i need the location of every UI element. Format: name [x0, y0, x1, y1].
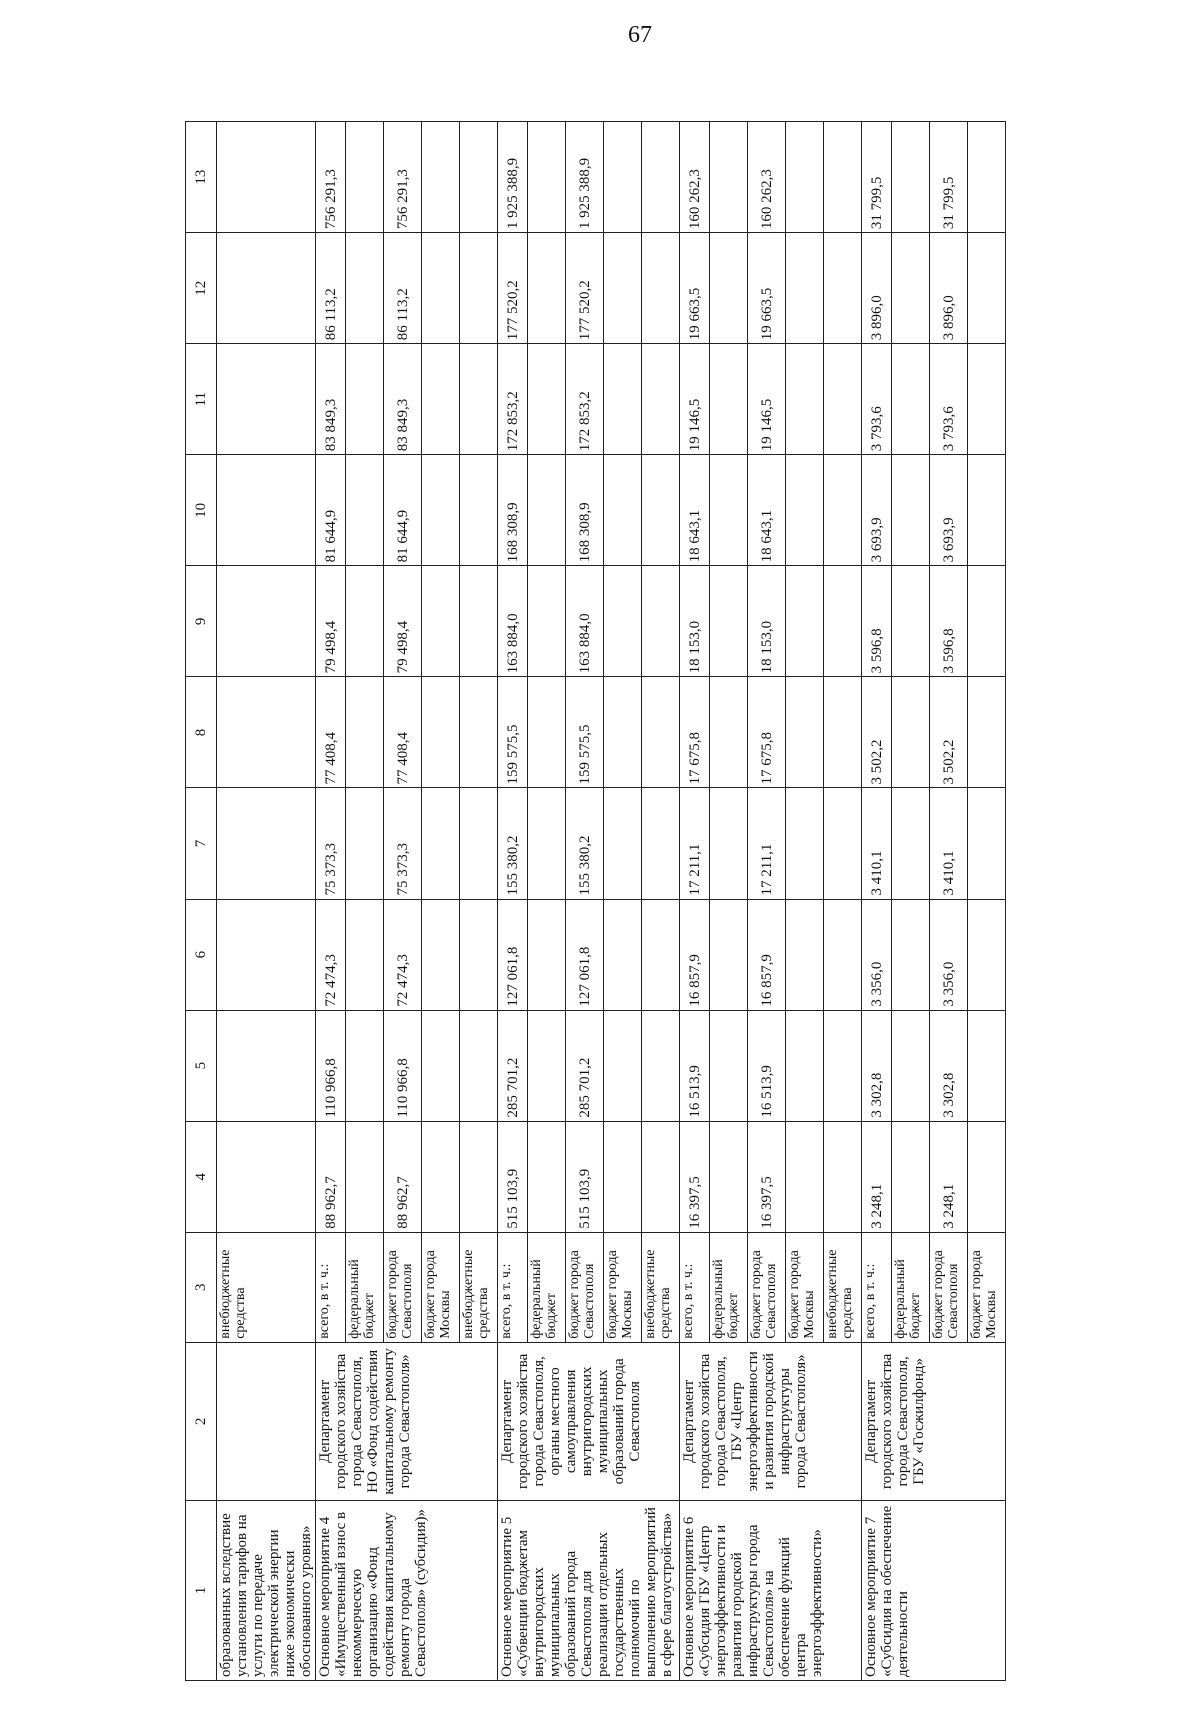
value-cell	[604, 455, 642, 566]
value-cell	[710, 566, 748, 677]
value-cell	[528, 1010, 566, 1121]
value-cell	[346, 233, 384, 344]
value-cell: 1 925 388,9	[498, 122, 528, 233]
value-cell: 3 356,0	[862, 899, 892, 1010]
value-cell	[968, 566, 1006, 677]
value-cell: 16 857,9	[680, 899, 710, 1010]
value-cell: 3 356,0	[930, 899, 968, 1010]
value-cell	[346, 122, 384, 233]
value-cell: 756 291,3	[384, 122, 422, 233]
value-cell	[528, 122, 566, 233]
funding-source-cell: всего, в т. ч.:	[680, 1232, 710, 1342]
value-cell: 515 103,9	[566, 1121, 604, 1232]
header-cell: 5	[186, 1010, 217, 1121]
value-cell	[346, 788, 384, 899]
header-cell: 12	[186, 233, 217, 344]
value-cell	[710, 233, 748, 344]
table-row	[316, 122, 346, 1681]
value-cell	[786, 1010, 824, 1121]
value-cell: 159 575,5	[498, 677, 528, 788]
value-cell	[786, 677, 824, 788]
funding-source-cell: всего, в т. ч.:	[498, 1232, 528, 1342]
value-cell	[217, 1121, 316, 1232]
value-cell: 72 474,3	[316, 899, 346, 1010]
value-cell: 3 693,9	[862, 455, 892, 566]
funding-source-cell: федеральный бюджет	[528, 1232, 566, 1342]
value-cell: 172 853,2	[566, 344, 604, 455]
value-cell: 756 291,3	[316, 122, 346, 233]
value-cell: 285 701,2	[566, 1010, 604, 1121]
funding-source-cell: внебюджетные средства	[217, 1232, 316, 1342]
value-cell	[786, 344, 824, 455]
header-cell: 6	[186, 899, 217, 1010]
value-cell	[422, 233, 460, 344]
value-cell	[528, 455, 566, 566]
value-cell	[422, 677, 460, 788]
value-cell	[604, 344, 642, 455]
value-cell	[217, 1010, 316, 1121]
value-cell: 155 380,2	[566, 788, 604, 899]
value-cell	[824, 1121, 862, 1232]
value-cell	[968, 233, 1006, 344]
funding-source-cell: внебюджетные средства	[460, 1232, 498, 1342]
value-cell	[786, 788, 824, 899]
funding-source-cell: бюджет города Москвы	[786, 1232, 824, 1342]
value-cell	[968, 677, 1006, 788]
value-cell	[422, 1121, 460, 1232]
value-cell: 3 502,2	[930, 677, 968, 788]
value-cell	[892, 1010, 930, 1121]
value-cell: 18 153,0	[748, 566, 786, 677]
value-cell: 3 302,8	[862, 1010, 892, 1121]
value-cell: 18 643,1	[680, 455, 710, 566]
value-cell	[422, 788, 460, 899]
value-cell	[968, 344, 1006, 455]
value-cell	[217, 788, 316, 899]
value-cell	[824, 899, 862, 1010]
value-cell	[217, 677, 316, 788]
value-cell	[824, 122, 862, 233]
funding-source-cell: всего, в т. ч.:	[316, 1232, 346, 1342]
value-cell	[422, 122, 460, 233]
value-cell: 110 966,8	[316, 1010, 346, 1121]
value-cell: 3 596,8	[862, 566, 892, 677]
value-cell	[528, 344, 566, 455]
value-cell	[786, 566, 824, 677]
value-cell	[824, 233, 862, 344]
value-cell	[528, 788, 566, 899]
value-cell: 16 397,5	[680, 1121, 710, 1232]
header-cell: 10	[186, 455, 217, 566]
value-cell	[786, 1121, 824, 1232]
value-cell	[528, 899, 566, 1010]
header-cell: 2	[186, 1342, 217, 1500]
value-cell	[460, 899, 498, 1010]
value-cell: 19 146,5	[680, 344, 710, 455]
value-cell	[786, 233, 824, 344]
value-cell: 163 884,0	[566, 566, 604, 677]
value-cell: 77 408,4	[384, 677, 422, 788]
value-cell	[892, 455, 930, 566]
funding-source-cell: федеральный бюджет	[346, 1232, 384, 1342]
value-cell	[892, 899, 930, 1010]
value-cell	[642, 455, 680, 566]
value-cell	[968, 1121, 1006, 1232]
value-cell: 75 373,3	[316, 788, 346, 899]
value-cell: 17 675,8	[680, 677, 710, 788]
funding-source-cell: бюджет города Москвы	[968, 1232, 1006, 1342]
value-cell	[824, 788, 862, 899]
value-cell: 18 643,1	[748, 455, 786, 566]
value-cell	[710, 899, 748, 1010]
rotated-table-wrapper	[185, 121, 1065, 1681]
value-cell	[642, 1121, 680, 1232]
value-cell	[892, 122, 930, 233]
value-cell: 88 962,7	[384, 1121, 422, 1232]
value-cell: 17 211,1	[680, 788, 710, 899]
value-cell	[346, 1121, 384, 1232]
value-cell	[217, 455, 316, 566]
value-cell	[604, 1010, 642, 1121]
value-cell	[710, 788, 748, 899]
funding-source-cell: федеральный бюджет	[892, 1232, 930, 1342]
budget-table	[185, 121, 1006, 1681]
value-cell	[604, 899, 642, 1010]
value-cell: 3 596,8	[930, 566, 968, 677]
executor-cell: Департамент городского хозяйства города Севастополя, НО «Фонд содействия капитальному ремонту города Севастополя»	[316, 1342, 498, 1500]
value-cell: 177 520,2	[566, 233, 604, 344]
value-cell: 79 498,4	[384, 566, 422, 677]
funding-source-cell: бюджет города Москвы	[604, 1232, 642, 1342]
value-cell	[892, 344, 930, 455]
table-row	[680, 122, 710, 1681]
header-cell: 1	[186, 1500, 217, 1680]
value-cell: 168 308,9	[498, 455, 528, 566]
value-cell: 77 408,4	[316, 677, 346, 788]
value-cell	[346, 455, 384, 566]
funding-source-cell: бюджет города Севастополя	[566, 1232, 604, 1342]
header-cell: 11	[186, 344, 217, 455]
value-cell: 127 061,8	[566, 899, 604, 1010]
value-cell	[710, 122, 748, 233]
value-cell	[346, 677, 384, 788]
value-cell: 3 793,6	[930, 344, 968, 455]
value-cell	[460, 566, 498, 677]
value-cell	[422, 455, 460, 566]
value-cell	[528, 566, 566, 677]
value-cell: 160 262,3	[748, 122, 786, 233]
value-cell: 160 262,3	[680, 122, 710, 233]
value-cell	[968, 1010, 1006, 1121]
header-cell: 4	[186, 1121, 217, 1232]
executor-cell: Департамент городского хозяйства города Севастополя, ГБУ «Госжилфонд»	[862, 1342, 1006, 1500]
value-cell	[642, 122, 680, 233]
value-cell	[824, 677, 862, 788]
value-cell: 18 153,0	[680, 566, 710, 677]
funding-source-cell: бюджет города Севастополя	[930, 1232, 968, 1342]
activity-name-cell: Основное мероприятие 6 «Субсидия ГБУ «Центр энергоэффективности и развития городской инфраструктуры города Севастополя» на обеспечение функций центра энергоэффективности»	[680, 1500, 862, 1680]
value-cell	[642, 677, 680, 788]
value-cell: 72 474,3	[384, 899, 422, 1010]
value-cell	[346, 1010, 384, 1121]
value-cell	[710, 455, 748, 566]
value-cell	[460, 344, 498, 455]
value-cell: 19 663,5	[680, 233, 710, 344]
executor-cell	[217, 1342, 316, 1500]
value-cell	[604, 566, 642, 677]
value-cell	[460, 788, 498, 899]
value-cell: 3 502,2	[862, 677, 892, 788]
value-cell: 81 644,9	[384, 455, 422, 566]
table-body	[186, 122, 1006, 1681]
value-cell	[642, 1010, 680, 1121]
value-cell	[460, 455, 498, 566]
value-cell	[892, 788, 930, 899]
value-cell: 86 113,2	[384, 233, 422, 344]
header-cell: 3	[186, 1232, 217, 1342]
activity-name-cell: Основное мероприятие 4 «Имущественный взнос в некоммерческую организацию «Фонд содействия капитальному ремонту города Севастополя» (субсидия)»	[316, 1500, 498, 1680]
value-cell: 159 575,5	[566, 677, 604, 788]
value-cell: 17 211,1	[748, 788, 786, 899]
funding-source-cell: бюджет города Москвы	[422, 1232, 460, 1342]
header-cell: 13	[186, 122, 217, 233]
value-cell	[824, 455, 862, 566]
value-cell: 155 380,2	[498, 788, 528, 899]
value-cell	[824, 1010, 862, 1121]
value-cell	[968, 899, 1006, 1010]
value-cell	[422, 344, 460, 455]
value-cell	[528, 1121, 566, 1232]
value-cell	[892, 677, 930, 788]
activity-name-cell: образованных вследствие установления тарифов на услуги по передаче электрической энергии ниже экономически обоснованного уровня»	[217, 1500, 316, 1680]
value-cell: 3 896,0	[862, 233, 892, 344]
value-cell	[346, 899, 384, 1010]
page-number: 67	[628, 22, 652, 48]
value-cell	[968, 788, 1006, 899]
executor-cell: Департамент городского хозяйства города Севастополя, органы местного самоуправления внутригородских муниципальных образований города Севастополя	[498, 1342, 680, 1500]
value-cell: 285 701,2	[498, 1010, 528, 1121]
executor-cell: Департамент городского хозяйства города Севастополя, ГБУ «Центр энергоэффективности и развития городской инфраструктуры города Севастополя»	[680, 1342, 862, 1500]
value-cell: 3 410,1	[862, 788, 892, 899]
value-cell: 110 966,8	[384, 1010, 422, 1121]
value-cell	[892, 1121, 930, 1232]
value-cell: 1 925 388,9	[566, 122, 604, 233]
value-cell	[460, 233, 498, 344]
value-cell	[528, 677, 566, 788]
funding-source-cell: внебюджетные средства	[824, 1232, 862, 1342]
value-cell	[786, 455, 824, 566]
value-cell	[604, 233, 642, 344]
value-cell: 3 302,8	[930, 1010, 968, 1121]
value-cell	[217, 344, 316, 455]
value-cell: 31 799,5	[930, 122, 968, 233]
value-cell	[217, 122, 316, 233]
value-cell: 3 410,1	[930, 788, 968, 899]
value-cell	[217, 899, 316, 1010]
value-cell: 16 857,9	[748, 899, 786, 1010]
value-cell	[710, 1010, 748, 1121]
value-cell	[604, 677, 642, 788]
value-cell	[892, 566, 930, 677]
value-cell	[968, 455, 1006, 566]
value-cell	[422, 1010, 460, 1121]
value-cell	[710, 344, 748, 455]
value-cell: 3 248,1	[930, 1121, 968, 1232]
funding-source-cell: внебюджетные средства	[642, 1232, 680, 1342]
value-cell	[892, 233, 930, 344]
value-cell: 83 849,3	[316, 344, 346, 455]
value-cell	[824, 344, 862, 455]
value-cell: 16 513,9	[680, 1010, 710, 1121]
value-cell: 86 113,2	[316, 233, 346, 344]
value-cell	[642, 566, 680, 677]
value-cell: 75 373,3	[384, 788, 422, 899]
value-cell	[460, 122, 498, 233]
header-cell: 7	[186, 788, 217, 899]
header-row	[186, 122, 217, 1681]
value-cell	[642, 788, 680, 899]
value-cell: 79 498,4	[316, 566, 346, 677]
value-cell	[528, 233, 566, 344]
value-cell: 16 513,9	[748, 1010, 786, 1121]
value-cell	[422, 566, 460, 677]
value-cell: 3 896,0	[930, 233, 968, 344]
value-cell	[460, 1010, 498, 1121]
value-cell	[604, 788, 642, 899]
value-cell	[460, 1121, 498, 1232]
value-cell	[786, 899, 824, 1010]
value-cell: 88 962,7	[316, 1121, 346, 1232]
value-cell	[786, 122, 824, 233]
value-cell: 3 693,9	[930, 455, 968, 566]
funding-source-cell: бюджет города Севастополя	[748, 1232, 786, 1342]
value-cell: 19 146,5	[748, 344, 786, 455]
table-row	[862, 122, 892, 1681]
value-cell: 172 853,2	[498, 344, 528, 455]
value-cell	[217, 566, 316, 677]
value-cell	[642, 233, 680, 344]
value-cell	[217, 233, 316, 344]
value-cell	[604, 122, 642, 233]
value-cell	[824, 566, 862, 677]
value-cell: 19 663,5	[748, 233, 786, 344]
value-cell: 168 308,9	[566, 455, 604, 566]
value-cell	[422, 899, 460, 1010]
value-cell	[968, 122, 1006, 233]
activity-name-cell: Основное мероприятие 5 «Субвенции бюджетам внутригородских муниципальных образований города Севастополя для реализации отдельных государственных полномочий по выполнению мероприятий в сфере благоустройства»	[498, 1500, 680, 1680]
value-cell: 3 793,6	[862, 344, 892, 455]
value-cell: 177 520,2	[498, 233, 528, 344]
value-cell: 17 675,8	[748, 677, 786, 788]
value-cell	[604, 1121, 642, 1232]
funding-source-cell: всего, в т. ч.:	[862, 1232, 892, 1342]
value-cell	[346, 344, 384, 455]
value-cell: 515 103,9	[498, 1121, 528, 1232]
funding-source-cell: федеральный бюджет	[710, 1232, 748, 1342]
value-cell	[346, 566, 384, 677]
value-cell: 163 884,0	[498, 566, 528, 677]
value-cell: 81 644,9	[316, 455, 346, 566]
value-cell	[460, 677, 498, 788]
value-cell: 83 849,3	[384, 344, 422, 455]
value-cell	[710, 677, 748, 788]
value-cell	[642, 899, 680, 1010]
activity-name-cell: Основное мероприятие 7 «Субсидия на обеспечение деятельности	[862, 1500, 1006, 1680]
value-cell: 3 248,1	[862, 1121, 892, 1232]
value-cell	[710, 1121, 748, 1232]
value-cell	[642, 344, 680, 455]
value-cell: 31 799,5	[862, 122, 892, 233]
value-cell: 16 397,5	[748, 1121, 786, 1232]
table-row	[498, 122, 528, 1681]
header-cell: 9	[186, 566, 217, 677]
table-row	[217, 122, 316, 1681]
funding-source-cell: бюджет города Севастополя	[384, 1232, 422, 1342]
value-cell: 127 061,8	[498, 899, 528, 1010]
header-cell: 8	[186, 677, 217, 788]
